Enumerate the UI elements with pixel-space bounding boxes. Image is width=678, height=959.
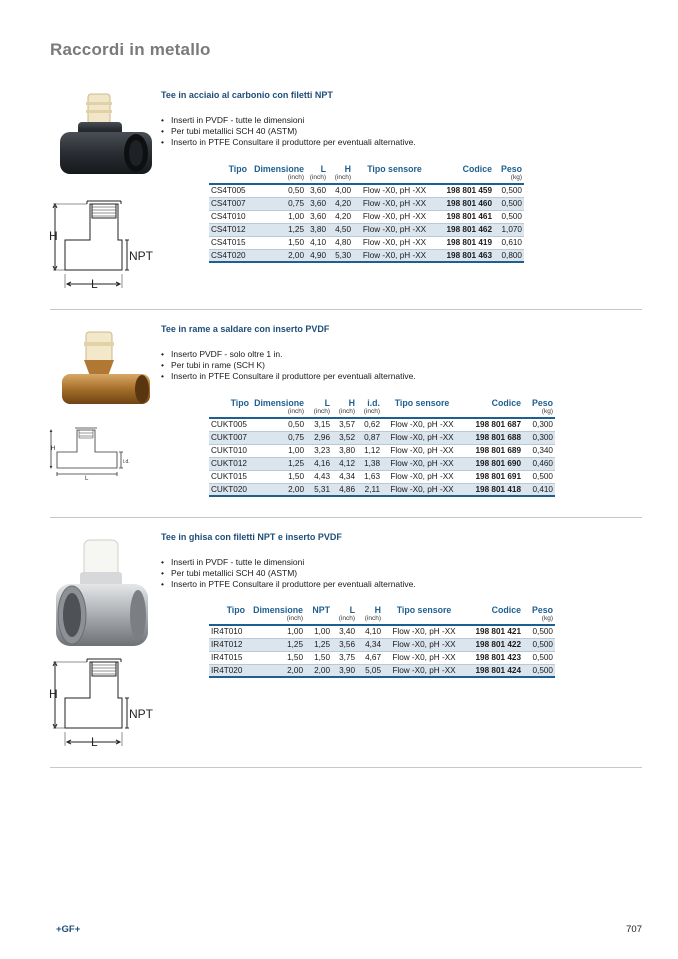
table-row [209,431,555,444]
table-cell: CS4T005 [209,184,249,197]
table-cell: 2,00 [249,249,306,262]
table-cell: 198 801 419 [436,236,494,249]
table-cell: 198 801 690 [462,457,523,470]
table-cell: 1,63 [357,470,382,483]
col-header: L [324,397,330,408]
copper-tee-photo [58,330,158,410]
unit-label [436,174,494,184]
col-header: Codice [491,397,521,408]
table-cell: Flow -X0, pH -XX [353,197,436,210]
table-cell: 1,25 [251,457,306,470]
table-cell: Flow -X0, pH -XX [383,664,465,677]
table-cell: 4,10 [306,236,328,249]
table-cell: 198 801 424 [465,664,523,677]
table-cell: 1,50 [247,651,305,664]
table-cell: 1,00 [305,625,332,638]
table-cell: IR4T020 [209,664,247,677]
unit-label [209,408,251,418]
bullet-item: • Per tubi metallici SCH 40 (ASTM) [161,568,416,579]
section-title-copper: Tee in rame a saldare con inserto PVDF [161,324,330,334]
section-divider [50,767,642,768]
unit-label: (inch) [306,408,332,418]
table-cell: 0,500 [523,638,555,651]
table-cell: 198 801 463 [436,249,494,262]
table-row [209,197,524,210]
table-cell: 0,300 [523,418,555,431]
table-cell: 2,96 [306,431,332,444]
col-header: i.d. [367,397,380,408]
table-row [209,223,524,236]
gf-logo: +GF+ [56,924,81,935]
table-cell: Flow -X0, pH -XX [353,249,436,262]
table-cell: 0,87 [357,431,382,444]
col-header: H [344,163,351,174]
table-cell: 0,340 [523,444,555,457]
section-divider [50,309,642,310]
bullet-item: • Per tubi metallici SCH 40 (ASTM) [161,126,416,137]
table-cell: CUKT005 [209,418,251,431]
table-cell: 198 801 460 [436,197,494,210]
col-header: Codice [491,604,521,615]
table-row [209,651,555,664]
bullet-list-copper [161,349,416,382]
table-row [209,418,555,431]
table-cell: CS4T012 [209,223,249,236]
section-title-steel: Tee in acciaio al carbonio con filetti NPT [161,90,333,100]
table-cell: CS4T010 [209,210,249,223]
table-cell: 1,070 [494,223,524,236]
table-cell: 3,57 [332,418,357,431]
table-cell: Flow -X0, pH -XX [383,638,465,651]
table-cell: 2,00 [251,483,306,496]
table-cell: 3,60 [306,184,328,197]
unit-label: (inch) [247,615,305,625]
table-cell: 1,00 [247,625,305,638]
table-row [209,236,524,249]
col-header: Dimensione [254,163,304,174]
table-row [209,457,555,470]
table-cell: Flow -X0, pH -XX [353,184,436,197]
table-cell: 198 801 422 [465,638,523,651]
unit-label: (kg) [523,615,555,625]
table-cell: 4,20 [328,210,353,223]
unit-label [209,615,247,625]
col-header: Codice [462,163,492,174]
col-header: Tipo [226,604,245,615]
bullet-item: • Inserto in PTFE Consultare il produttore per eventuali alternative. [161,137,416,148]
table-cell: 198 801 688 [462,431,523,444]
table-row [209,249,524,262]
table-cell: Flow -X0, pH -XX [353,223,436,236]
table-cell: CS4T007 [209,197,249,210]
table-cell: 4,80 [328,236,353,249]
col-header: L [349,604,355,615]
table-cell: 3,75 [332,651,357,664]
page-title: Raccordi in metallo [50,40,211,59]
table-cell: 4,16 [306,457,332,470]
table-cell: Flow -X0, pH -XX [382,483,462,496]
table-cell: 1,00 [249,210,306,223]
table-cell: CUKT015 [209,470,251,483]
table-cell: 4,67 [357,651,383,664]
table-cell: 0,500 [494,210,524,223]
table-cell: 0,500 [494,184,524,197]
steel-tee-diagram [47,196,157,292]
table-cell: 0,500 [523,625,555,638]
table-cell: 198 801 462 [436,223,494,236]
col-header: H [374,604,381,615]
table-cell: 0,75 [251,431,306,444]
bullet-item: • Inserto in PTFE Consultare il produttore per eventuali alternative. [161,579,416,590]
table-cell: CUKT007 [209,431,251,444]
table-cell: 1,12 [357,444,382,457]
bullet-item: • Per tubi in rame (SCH K) [161,360,416,371]
table-cell: 0,500 [523,651,555,664]
table-row [209,470,555,483]
table-cell: 0,500 [494,197,524,210]
table-cell: 4,86 [332,483,357,496]
table-cell: 198 801 461 [436,210,494,223]
spec-table-copper [209,397,555,497]
section-title-castiron: Tee in ghisa con filetti NPT e inserto PVDF [161,532,342,542]
unit-label [209,174,249,184]
table-row [209,444,555,457]
castiron-tee-diagram [47,654,157,750]
unit-label: (kg) [523,408,555,418]
col-header: L [320,163,326,174]
dimension-h-label: H [49,229,58,243]
table-cell: Flow -X0, pH -XX [382,431,462,444]
col-header: Peso [500,163,522,174]
dimension-h-label: H [49,687,58,701]
castiron-tee-photo [52,536,156,654]
col-header: Tipo sensore [396,604,452,615]
table-cell: 198 801 687 [462,418,523,431]
col-header: Tipo sensore [367,163,422,174]
table-cell: 198 801 691 [462,470,523,483]
table-cell: 3,90 [332,664,357,677]
unit-label [462,408,523,418]
table-cell: 0,300 [523,431,555,444]
table-cell: 2,11 [357,483,382,496]
table-cell: 2,00 [305,664,332,677]
dimension-npt-label: NPT [129,249,153,263]
dimension-h-label: H [51,446,56,452]
bullet-item: • Inserti in PVDF - tutte le dimensioni [161,557,416,568]
bullet-item: • Inserto in PTFE Consultare il produttore per eventuali alternative. [161,371,416,382]
table-cell: 3,60 [306,210,328,223]
table-cell: 2,00 [247,664,305,677]
table-cell: 4,12 [332,457,357,470]
copper-tee-diagram [47,420,137,480]
col-header: NPT [312,604,330,615]
unit-label [465,615,523,625]
unit-label [305,615,332,625]
table-cell: 0,75 [249,197,306,210]
table-cell: Flow -X0, pH -XX [383,651,465,664]
dimension-l-label: L [91,735,98,749]
table-cell: IR4T012 [209,638,247,651]
bullet-item: • Inserto PVDF - solo oltre 1 in. [161,349,416,360]
table-row [209,638,555,651]
steel-tee-photo [58,92,158,192]
table-cell: 0,610 [494,236,524,249]
table-cell: 0,500 [523,470,555,483]
table-cell: 198 801 423 [465,651,523,664]
col-header: Peso [531,397,553,408]
table-cell: 198 801 418 [462,483,523,496]
table-cell: 4,90 [306,249,328,262]
unit-label [383,615,465,625]
table-cell: 3,80 [332,444,357,457]
table-cell: 4,50 [328,223,353,236]
table-cell: CS4T015 [209,236,249,249]
spec-table-castiron [209,604,555,678]
table-cell: 1,25 [249,223,306,236]
table-cell: 1,50 [305,651,332,664]
unit-label: (inch) [332,615,357,625]
table-cell: 4,34 [357,638,383,651]
table-cell: IR4T015 [209,651,247,664]
table-row [209,184,524,197]
table-cell: 4,10 [357,625,383,638]
table-cell: 1,38 [357,457,382,470]
table-cell: 1,50 [251,470,306,483]
table-cell: CUKT010 [209,444,251,457]
table-cell: 0,410 [523,483,555,496]
table-cell: 1,25 [305,638,332,651]
table-cell: 0,62 [357,418,382,431]
table-cell: Flow -X0, pH -XX [382,470,462,483]
table-row [209,625,555,638]
table-row [209,210,524,223]
bullet-list-steel [161,115,416,148]
unit-label: (inch) [357,615,383,625]
table-cell: 3,80 [306,223,328,236]
table-cell: 3,15 [306,418,332,431]
col-header: Dimensione [254,397,304,408]
table-cell: Flow -X0, pH -XX [353,210,436,223]
table-cell: 5,30 [328,249,353,262]
table-cell: 4,20 [328,197,353,210]
dimension-id-label: i.d. [123,459,130,465]
table-cell: 1,00 [251,444,306,457]
table-cell: 5,05 [357,664,383,677]
unit-label: (inch) [249,174,306,184]
table-cell: Flow -X0, pH -XX [383,625,465,638]
col-header: Tipo sensore [394,397,450,408]
table-cell: 3,56 [332,638,357,651]
table-cell: 3,23 [306,444,332,457]
table-cell: 4,34 [332,470,357,483]
dimension-l-label: L [85,476,89,480]
unit-label: (inch) [306,174,328,184]
bullet-item: • Inserti in PVDF - tutte le dimensioni [161,115,416,126]
dimension-l-label: L [91,277,98,291]
table-cell: Flow -X0, pH -XX [382,444,462,457]
table-cell: 0,460 [523,457,555,470]
unit-label: (inch) [328,174,353,184]
table-cell: 3,52 [332,431,357,444]
table-cell: CS4T020 [209,249,249,262]
unit-label: (inch) [251,408,306,418]
table-cell: CUKT020 [209,483,251,496]
table-cell: 0,50 [249,184,306,197]
unit-label: (inch) [357,408,382,418]
table-cell: 1,50 [249,236,306,249]
bullet-list-castiron [161,557,416,590]
table-cell: Flow -X0, pH -XX [353,236,436,249]
dimension-npt-label: NPT [129,707,153,721]
unit-label [353,174,436,184]
table-cell: IR4T010 [209,625,247,638]
table-cell: Flow -X0, pH -XX [382,457,462,470]
spec-table-steel [209,163,524,263]
unit-label: (kg) [494,174,524,184]
unit-label: (inch) [332,408,357,418]
table-cell: 4,00 [328,184,353,197]
table-cell: 3,60 [306,197,328,210]
page-number: 707 [626,924,642,935]
col-header: Tipo [230,397,249,408]
col-header: H [348,397,355,408]
section-divider [50,517,642,518]
table-cell: 3,40 [332,625,357,638]
table-row [209,664,555,677]
table-cell: 1,25 [247,638,305,651]
unit-label [382,408,462,418]
col-header: Tipo [228,163,247,174]
table-cell: 5,31 [306,483,332,496]
table-cell: 0,50 [251,418,306,431]
table-cell: 0,500 [523,664,555,677]
table-row [209,483,555,496]
col-header: Dimensione [253,604,303,615]
table-cell: 4,43 [306,470,332,483]
table-cell: 198 801 459 [436,184,494,197]
table-cell: CUKT012 [209,457,251,470]
table-cell: 0,800 [494,249,524,262]
table-cell: 198 801 689 [462,444,523,457]
table-cell: 198 801 421 [465,625,523,638]
col-header: Peso [531,604,553,615]
table-cell: Flow -X0, pH -XX [382,418,462,431]
